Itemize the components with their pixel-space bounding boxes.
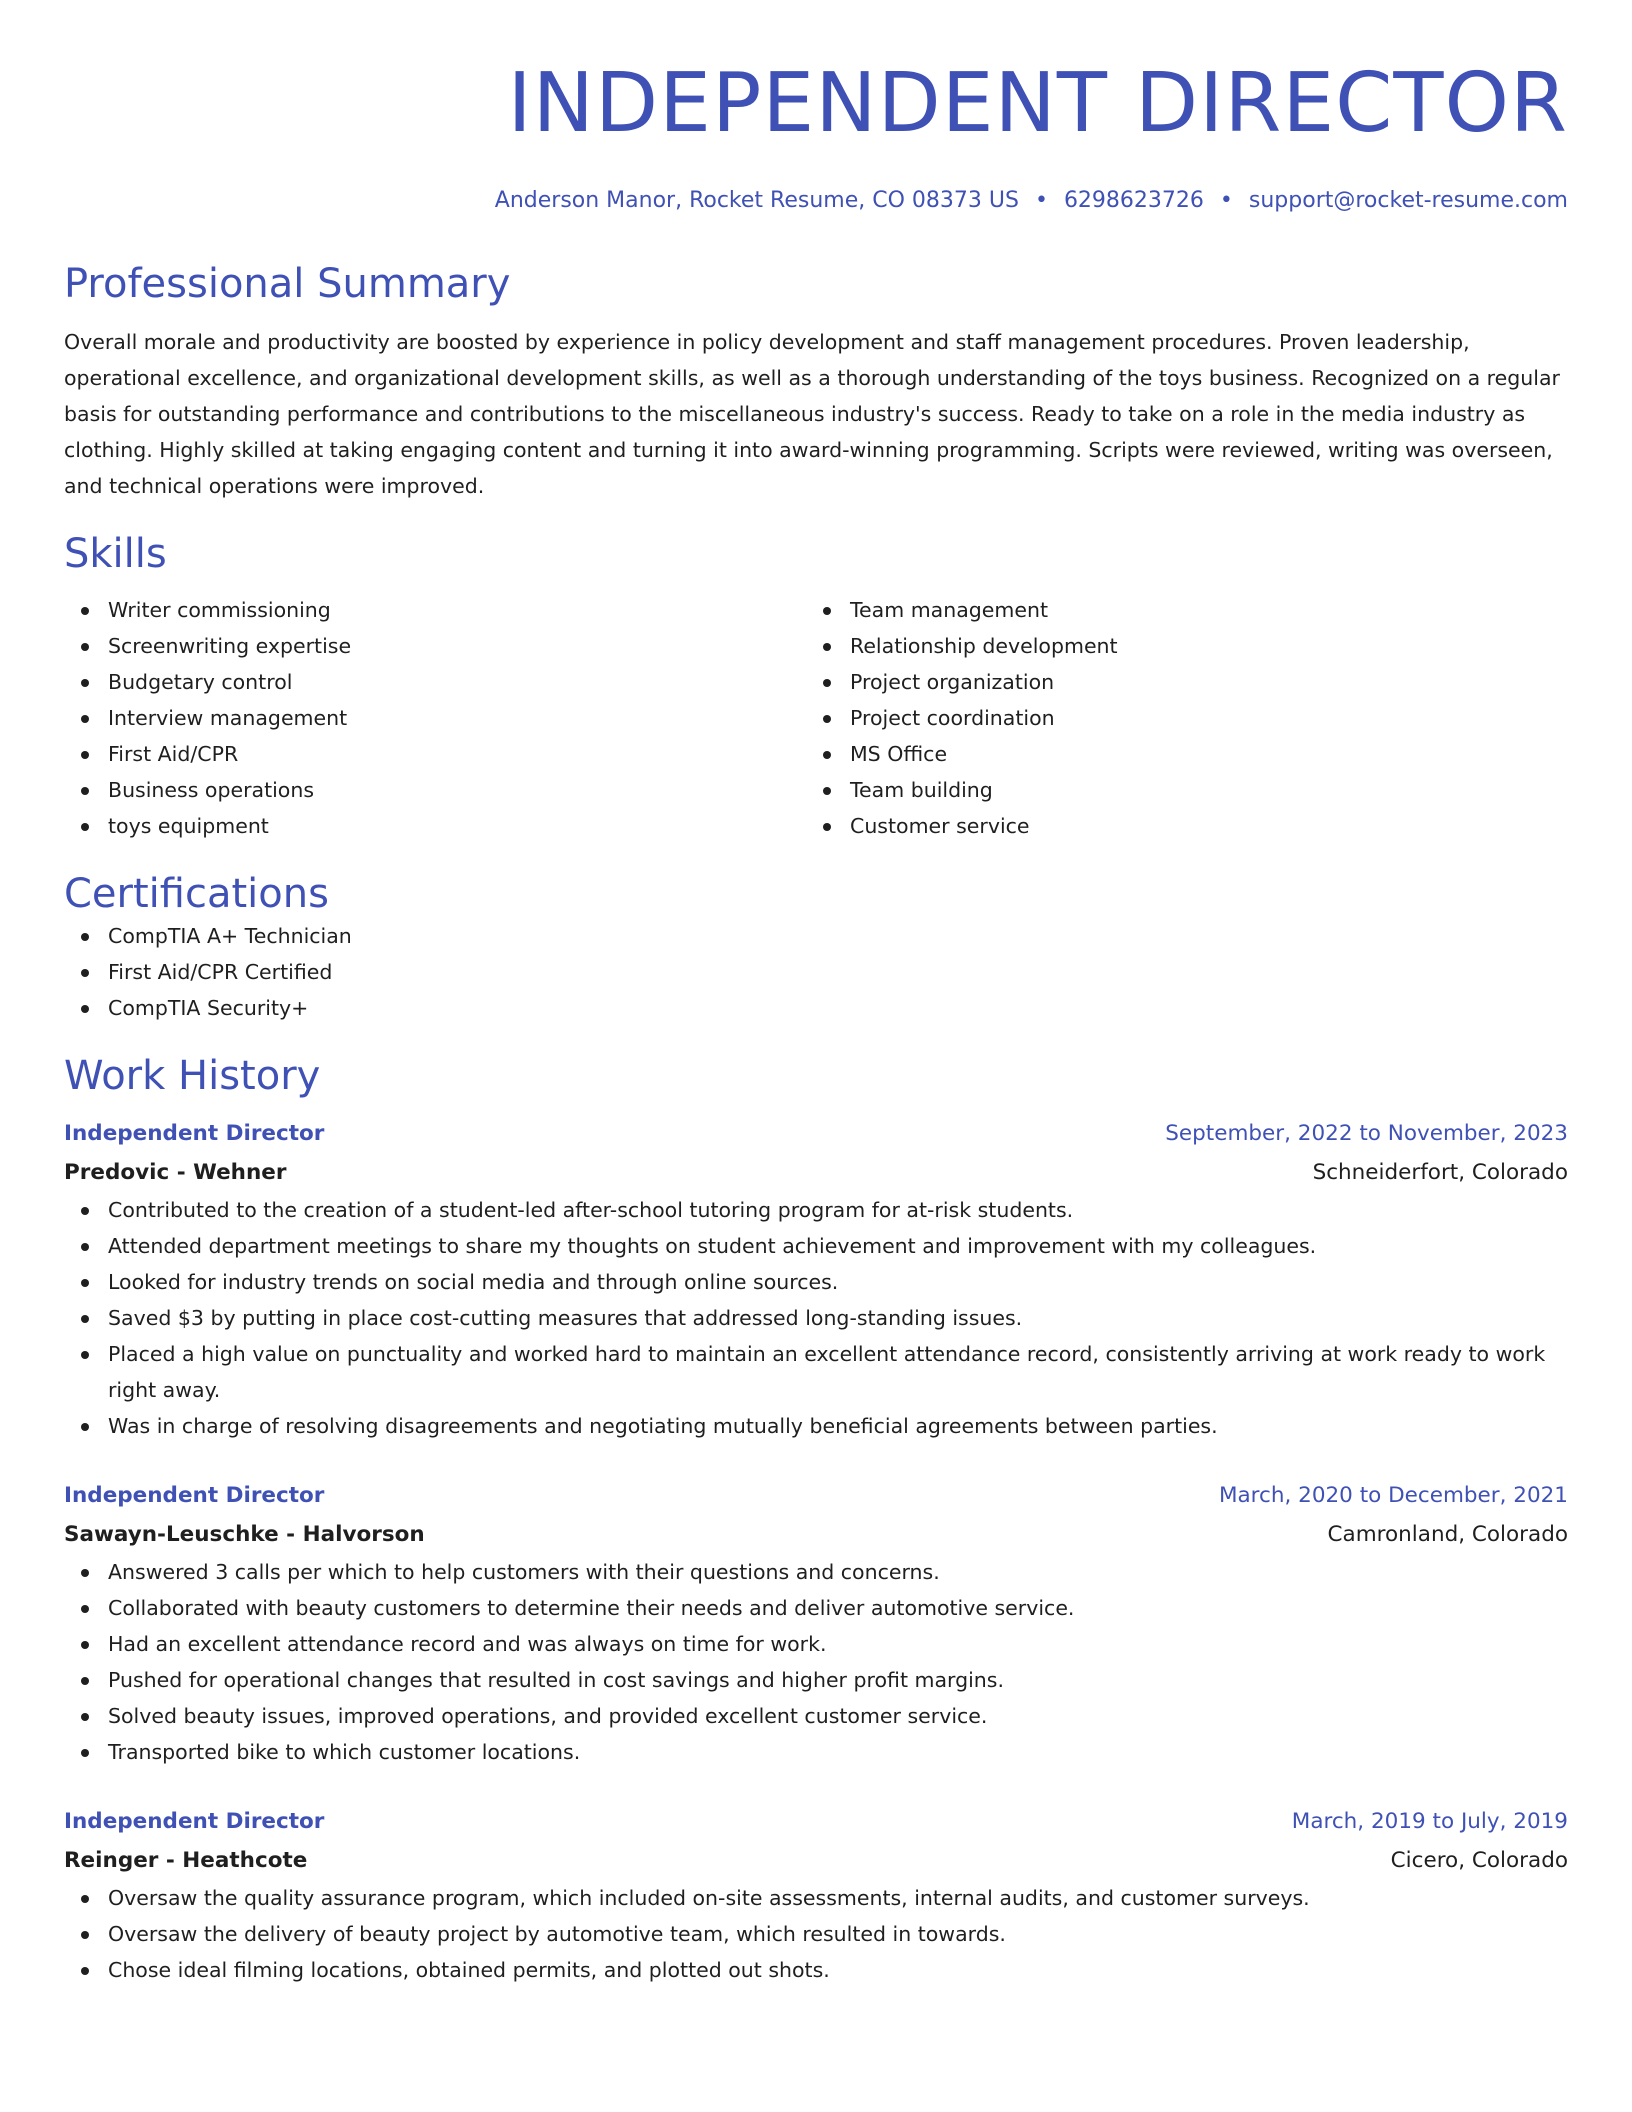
work-history-heading: Work History [64, 1053, 321, 1099]
job-bullet: Collaborated with beauty customers to determine their needs and deliver automotive service. [64, 1590, 1568, 1626]
skill-item: First Aid/CPR [64, 736, 806, 772]
job-bullet: Pushed for operational changes that resulted in cost savings and higher profit margins. [64, 1662, 1568, 1698]
contact-separator: • [1034, 188, 1048, 213]
skill-item: Relationship development [806, 628, 1548, 664]
certification-item: First Aid/CPR Certified [64, 954, 1568, 990]
job-location: Camronland, Colorado [1327, 1522, 1568, 1547]
job-bullet: Answered 3 calls per which to help customers with their questions and concerns. [64, 1554, 1568, 1590]
job-bullet: Contributed to the creation of a student-led after-school tutoring program for at-risk students. [64, 1192, 1568, 1228]
contact-phone: 6298623726 [1063, 188, 1204, 213]
certification-item: CompTIA A+ Technician [64, 918, 1568, 954]
job-entry [64, 1802, 1568, 1988]
job-bullet: Solved beauty issues, improved operations, and provided excellent customer service. [64, 1698, 1568, 1734]
job-location: Cicero, Colorado [1390, 1848, 1568, 1873]
job-bullet: Oversaw the quality assurance program, which included on-site assessments, internal audits, and customer surveys. [64, 1880, 1568, 1916]
job-bullet: Had an excellent attendance record and was always on time for work. [64, 1626, 1568, 1662]
job-company: Sawayn-Leuschke - Halvorson [64, 1522, 425, 1547]
job-bullet-list [64, 1554, 1568, 1770]
job-dates: March, 2020 to December, 2021 [1218, 1483, 1568, 1508]
skills-column-left [64, 592, 806, 844]
contact-address: Anderson Manor, Rocket Resume, CO 08373 US [494, 188, 1019, 213]
job-dates: March, 2019 to July, 2019 [1291, 1809, 1568, 1834]
job-bullet-list [64, 1192, 1568, 1444]
skill-item: Interview management [64, 700, 806, 736]
job-header-row [64, 1802, 1568, 1842]
certifications-list [64, 918, 1568, 1026]
job-company: Predovic - Wehner [64, 1160, 287, 1185]
contact-email: support@rocket-resume.com [1248, 188, 1568, 213]
skill-item: Project organization [806, 664, 1548, 700]
skills-heading: Skills [64, 531, 167, 577]
resume-page [64, 0, 1568, 1988]
skill-item: Project coordination [806, 700, 1548, 736]
job-bullet: Saved $3 by putting in place cost-cutting measures that addressed long-standing issues. [64, 1300, 1568, 1336]
skill-item: Team management [806, 592, 1548, 628]
job-title: Independent Director [64, 1483, 325, 1508]
certification-item: CompTIA Security+ [64, 990, 1568, 1026]
job-entry [64, 1476, 1568, 1770]
skill-item: Customer service [806, 808, 1548, 844]
candidate-name: INDEPENDENT DIRECTOR [507, 56, 1568, 151]
job-title: Independent Director [64, 1809, 325, 1834]
summary-heading: Professional Summary [64, 261, 511, 307]
skills-column-right [806, 592, 1548, 844]
job-title: Independent Director [64, 1121, 325, 1146]
skill-item: Budgetary control [64, 664, 806, 700]
job-bullet: Was in charge of resolving disagreements and negotiating mutually beneficial agreements between parties. [64, 1408, 1568, 1444]
skill-item: Business operations [64, 772, 806, 808]
job-header-row [64, 1114, 1568, 1154]
skill-item: Writer commissioning [64, 592, 806, 628]
job-location: Schneiderfort, Colorado [1312, 1160, 1568, 1185]
job-bullet-list [64, 1880, 1568, 1988]
skill-item: toys equipment [64, 808, 806, 844]
summary-text: Overall morale and productivity are boosted by experience in policy development and staff management procedures. Proven leadership, operational excellence, and organizational development skills, as well as a thorough understanding of the toys business. Recognized on a regular basis for outstanding performance and contributions to the miscellaneous industry's success. Ready to take on a role in the media industry as clothing. Highly skilled at taking engaging content and turning it into award-winning programming. Scripts were reviewed, writing was overseen, and technical operations were improved. [64, 330, 1560, 498]
certifications-heading: Certifications [64, 871, 329, 917]
job-bullet: Transported bike to which customer locations. [64, 1734, 1568, 1770]
contact-separator: • [1219, 188, 1233, 213]
skills-list-right [806, 592, 1548, 844]
contact-line [64, 186, 1568, 216]
job-header-row [64, 1476, 1568, 1516]
skills-list-left [64, 592, 806, 844]
job-bullet: Chose ideal filming locations, obtained permits, and plotted out shots. [64, 1952, 1568, 1988]
job-entry [64, 1114, 1568, 1444]
skills-grid [64, 592, 1568, 844]
job-company-row [64, 1154, 1568, 1192]
job-company-row [64, 1842, 1568, 1880]
job-bullet: Looked for industry trends on social media and through online sources. [64, 1264, 1568, 1300]
job-dates: September, 2022 to November, 2023 [1165, 1121, 1568, 1146]
skill-item: MS Office [806, 736, 1548, 772]
job-bullet: Oversaw the delivery of beauty project by automotive team, which resulted in towards. [64, 1916, 1568, 1952]
job-bullet: Placed a high value on punctuality and worked hard to maintain an excellent attendance record, consistently arriving at work ready to work right away. [64, 1336, 1568, 1408]
job-bullet: Attended department meetings to share my thoughts on student achievement and improvement with my colleagues. [64, 1228, 1568, 1264]
job-company-row [64, 1516, 1568, 1554]
job-company: Reinger - Heathcote [64, 1848, 308, 1873]
skill-item: Team building [806, 772, 1548, 808]
skill-item: Screenwriting expertise [64, 628, 806, 664]
